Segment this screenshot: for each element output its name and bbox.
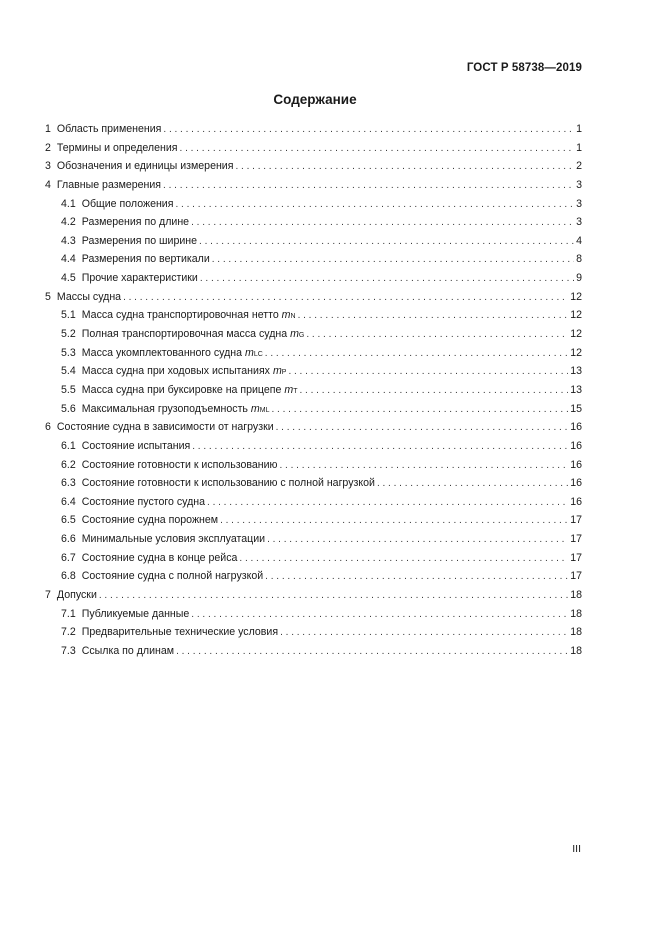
toc-entry-page: 17 [570, 533, 582, 546]
toc-entry[interactable] [45, 530, 582, 549]
toc-entry[interactable] [45, 344, 582, 363]
toc-entry[interactable] [45, 586, 582, 605]
toc-entry-symbol-subscript: ML [259, 406, 270, 414]
toc-entry-symbol-subscript: N [290, 313, 296, 321]
toc-entry[interactable] [45, 623, 582, 642]
toc-entry-label: Ссылка по длинам [81, 644, 175, 657]
toc-entry-label: Прочие характеристики [81, 272, 198, 285]
toc-entry-number: 5.4 [61, 365, 76, 378]
toc-entry-number: 5.5 [61, 383, 76, 396]
toc-entry-number: 5.6 [61, 402, 76, 415]
toc-entry-symbol: m [250, 402, 260, 415]
toc-entry-page: 4 [576, 234, 582, 247]
page-number: III [572, 843, 581, 855]
toc-entry-label: Состояние пустого судна [81, 495, 206, 508]
toc-entry-label: Размерения по длине [81, 216, 190, 229]
toc-entry-label: Состояние готовности к использованию с полной нагрузкой [81, 477, 375, 490]
toc-entry-label: Масса судна при ходовых испытаниях [81, 365, 270, 378]
toc-leader-dots [192, 438, 568, 457]
toc-entry-page: 17 [570, 570, 582, 583]
toc-entry-label: Состояние судна с полной нагрузкой [81, 570, 264, 583]
toc-entry-number: 2 [45, 141, 51, 154]
toc-entry-number: 3 [45, 160, 51, 173]
toc-entry-page: 1 [576, 123, 582, 135]
toc-entry[interactable] [45, 120, 582, 139]
toc-entry-page: 17 [570, 551, 582, 564]
toc-leader-dots [377, 475, 568, 494]
toc-entry[interactable] [45, 157, 582, 176]
toc-entry-number: 4.3 [61, 234, 76, 247]
toc-leader-dots [298, 307, 569, 326]
table-of-contents [45, 120, 582, 661]
toc-entry-label: Допуски [56, 589, 97, 602]
toc-entry-label: Состояние готовности к использованию [81, 458, 278, 471]
toc-entry-page: 13 [570, 383, 582, 396]
toc-entry-number: 6.8 [61, 570, 76, 583]
toc-leader-dots [265, 568, 568, 587]
toc-entry-number: 7.3 [61, 644, 76, 657]
toc-entry-number: 6.5 [61, 514, 76, 527]
toc-leader-dots [176, 643, 568, 662]
toc-entry-page: 18 [570, 626, 582, 639]
toc-entry[interactable] [45, 474, 582, 493]
toc-entry[interactable] [45, 400, 582, 419]
toc-entry[interactable] [45, 456, 582, 475]
toc-entry-page: 18 [570, 607, 582, 620]
toc-entry[interactable] [45, 362, 582, 381]
toc-leader-dots [299, 382, 568, 401]
toc-leader-dots [175, 196, 574, 215]
toc-leader-dots [235, 158, 574, 177]
toc-leader-dots [288, 363, 568, 382]
toc-entry-symbol: m [290, 328, 299, 341]
toc-entry-number: 4.5 [61, 272, 76, 285]
toc-entry-label: Публикуемые данные [81, 607, 190, 620]
toc-entry-number: 6.4 [61, 495, 76, 508]
toc-entry-symbol-subscript: P [281, 369, 287, 377]
toc-leader-dots [123, 289, 568, 308]
toc-entry-number: 6.3 [61, 477, 76, 490]
toc-entry-page: 13 [570, 365, 582, 378]
toc-leader-dots [306, 326, 568, 345]
toc-entry-label: Состояние судна в зависимости от нагрузки [56, 421, 274, 434]
toc-entry-number: 4.4 [61, 253, 76, 266]
toc-entry-number: 6.1 [61, 439, 76, 452]
toc-leader-dots [276, 419, 569, 438]
toc-entry-number: 7.2 [61, 626, 76, 639]
toc-leader-dots [163, 177, 574, 196]
toc-entry-page: 16 [570, 458, 582, 471]
toc-entry-page: 16 [570, 439, 582, 452]
toc-entry-symbol-subscript: G [298, 332, 305, 340]
toc-entry-label: Максимальная грузоподъемность [81, 402, 248, 415]
toc-entry[interactable] [45, 250, 582, 269]
toc-leader-dots [212, 251, 574, 270]
toc-entry[interactable] [45, 269, 582, 288]
toc-entry-label: Масса укомплектованного судна [81, 346, 243, 359]
toc-entry[interactable] [45, 213, 582, 232]
document-code: ГОСТ Р 58738—2019 [466, 62, 582, 74]
toc-entry[interactable] [45, 176, 582, 195]
toc-entry[interactable] [45, 493, 582, 512]
toc-entry[interactable] [45, 325, 582, 344]
toc-entry-page: 12 [570, 309, 582, 322]
toc-entry-label: Область применения [56, 123, 162, 135]
toc-leader-dots [280, 624, 568, 643]
toc-entry-page: 3 [576, 197, 582, 210]
toc-entry-number: 6 [45, 421, 51, 434]
toc-entry-number: 6.6 [61, 533, 76, 546]
toc-entry-label: Массы судна [56, 290, 122, 303]
toc-leader-dots [207, 494, 568, 513]
toc-entry-symbol: m [245, 346, 254, 359]
toc-entry-number: 4.1 [61, 197, 76, 210]
toc-entry-page: 16 [570, 477, 582, 490]
toc-leader-dots [265, 345, 568, 364]
toc-entry-label: Главные размерения [56, 178, 162, 191]
toc-entry-label: Масса судна транспортировочная нетто [81, 309, 279, 322]
toc-entry[interactable] [45, 567, 582, 586]
toc-leader-dots [271, 401, 568, 420]
toc-entry-label: Предварительные технические условия [81, 626, 279, 639]
toc-entry[interactable] [45, 195, 582, 214]
toc-entry-label: Термины и определения [56, 141, 178, 154]
toc-entry[interactable] [45, 381, 582, 400]
toc-entry-page: 12 [570, 290, 582, 303]
toc-leader-dots [220, 512, 568, 531]
toc-entry-label: Размерения по ширине [81, 234, 198, 247]
toc-entry-page: 17 [570, 514, 582, 527]
toc-entry-page: 12 [570, 328, 582, 341]
toc-entry-symbol-subscript: LC [253, 350, 263, 358]
toc-leader-dots [279, 457, 568, 476]
toc-entry-number: 5.3 [61, 346, 76, 359]
toc-entry-label: Обозначения и единицы измерения [56, 160, 234, 173]
toc-entry-page: 3 [576, 216, 582, 229]
toc-entry-page: 9 [576, 272, 582, 285]
toc-entry-page: 8 [576, 253, 582, 266]
toc-entry-label: Минимальные условия эксплуатации [81, 533, 266, 546]
toc-entry-page: 18 [570, 644, 582, 657]
toc-leader-dots [200, 270, 574, 289]
page-title: Содержание [273, 92, 357, 107]
toc-entry[interactable] [45, 511, 582, 530]
toc-entry-number: 1 [45, 123, 51, 135]
toc-leader-dots [180, 140, 575, 159]
toc-entry-number: 4 [45, 178, 51, 191]
toc-entry[interactable] [45, 288, 582, 307]
toc-entry[interactable] [45, 642, 582, 661]
toc-entry[interactable] [45, 605, 582, 624]
toc-entry-label: Состояние судна в конце рейса [81, 551, 238, 564]
toc-entry-page: 1 [576, 141, 582, 154]
toc-entry[interactable] [45, 437, 582, 456]
toc-entry-number: 6.2 [61, 458, 76, 471]
toc-entry[interactable] [45, 232, 582, 251]
toc-leader-dots [199, 233, 574, 252]
toc-entry-number: 4.2 [61, 216, 76, 229]
toc-leader-dots [163, 121, 574, 140]
toc-entry-page: 18 [570, 589, 582, 602]
toc-entry-label: Состояние судна порожнем [81, 514, 219, 527]
toc-entry-page: 15 [570, 402, 582, 415]
toc-leader-dots [191, 606, 568, 625]
toc-entry-number: 5.1 [61, 309, 76, 322]
toc-entry[interactable] [45, 418, 582, 437]
toc-entry-symbol: m [284, 383, 294, 396]
toc-entry[interactable] [45, 549, 582, 568]
toc-entry[interactable] [45, 139, 582, 158]
toc-leader-dots [239, 550, 568, 569]
toc-leader-dots [267, 531, 568, 550]
toc-entry-label: Масса судна при буксировке на прицепе [81, 383, 282, 396]
toc-entry-label: Общие положения [81, 197, 174, 210]
toc-entry-label: Состояние испытания [81, 439, 191, 452]
toc-entry-symbol: m [281, 309, 291, 322]
toc-entry-label: Размерения по вертикали [81, 253, 210, 266]
toc-entry-page: 16 [570, 495, 582, 508]
toc-entry-number: 7 [45, 589, 51, 602]
toc-entry-symbol: m [272, 365, 282, 378]
toc-leader-dots [191, 214, 574, 233]
toc-entry[interactable] [45, 306, 582, 325]
toc-entry-page: 3 [576, 178, 582, 191]
toc-entry-number: 5 [45, 290, 51, 303]
toc-entry-label: Полная транспортировочная масса судна [81, 328, 288, 341]
toc-entry-symbol-subscript: T [293, 387, 298, 395]
toc-entry-page: 12 [570, 346, 582, 359]
toc-entry-page: 2 [576, 160, 582, 173]
toc-entry-page: 16 [570, 421, 582, 434]
toc-leader-dots [99, 587, 568, 606]
toc-entry-number: 5.2 [61, 328, 76, 341]
toc-entry-number: 7.1 [61, 607, 76, 620]
toc-entry-number: 6.7 [61, 551, 76, 564]
